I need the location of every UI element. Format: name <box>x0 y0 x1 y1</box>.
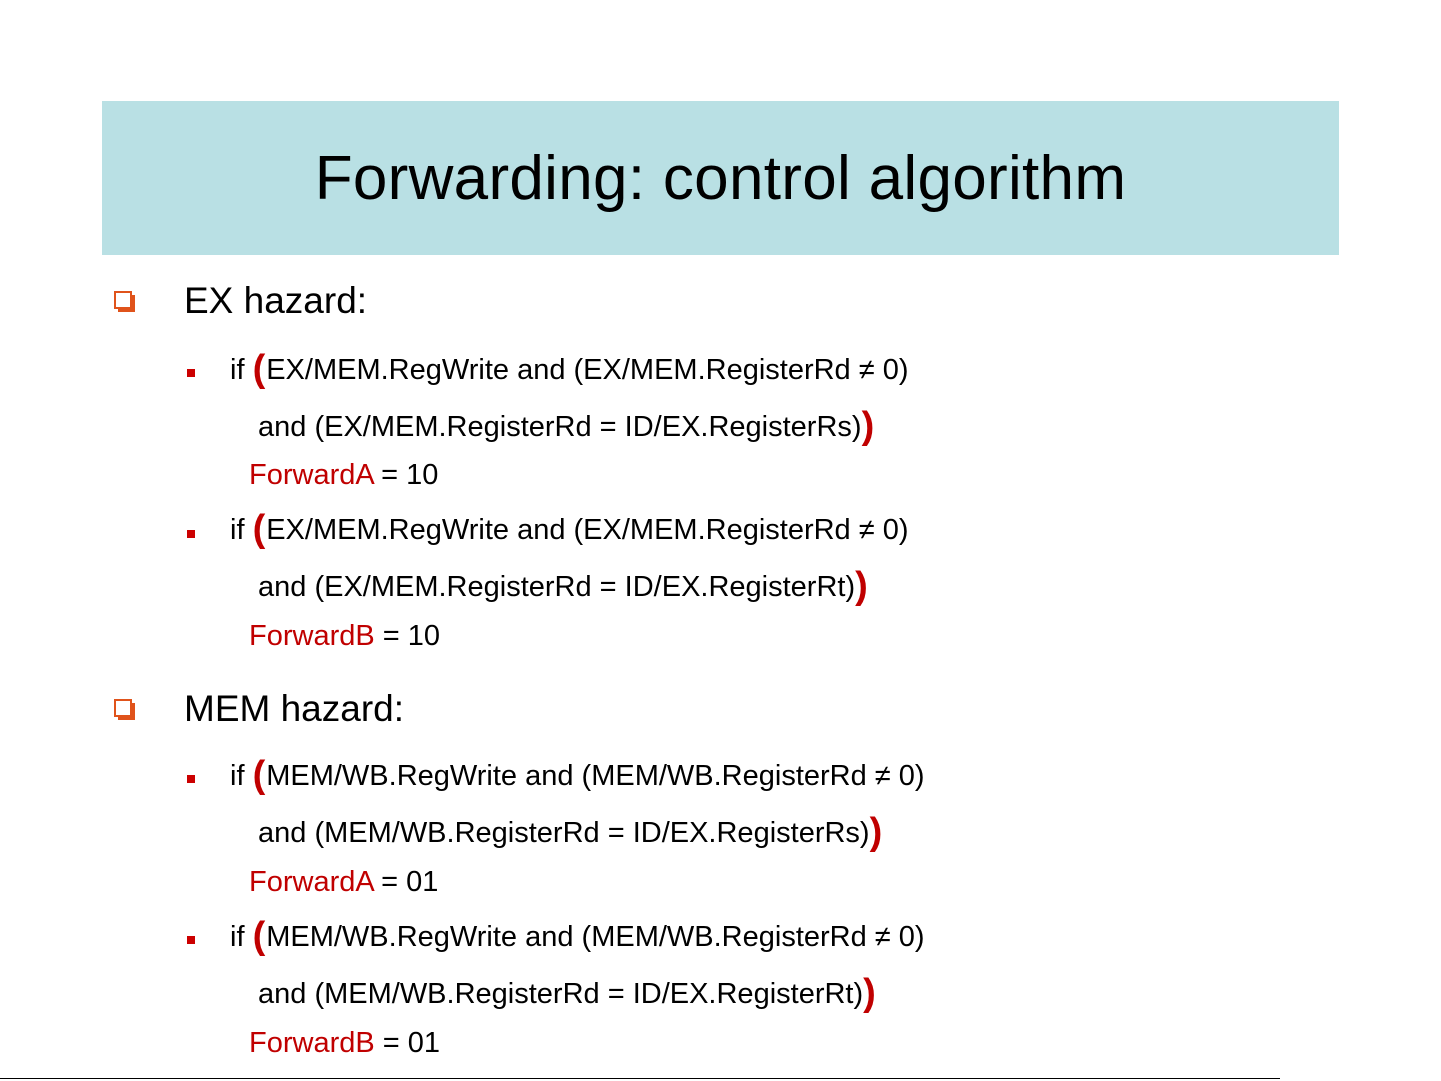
section-ex-hazard <box>114 279 367 323</box>
close-paren: ) <box>863 972 876 1014</box>
rule-condition-line-2 <box>258 974 876 1014</box>
section-label: EX hazard: <box>184 280 368 321</box>
rule-condition-line-2 <box>258 813 882 853</box>
square-bullet-icon <box>187 369 195 377</box>
rule-condition-line <box>230 917 925 957</box>
rule-assignment <box>249 862 438 902</box>
rule-condition-line <box>230 350 909 390</box>
checkbox-bullet-icon <box>114 699 135 720</box>
square-bullet-icon <box>187 530 195 538</box>
if-keyword: if <box>230 514 245 546</box>
condition-1: EX/MEM.RegWrite and (EX/MEM.RegisterRd ≠ 0) <box>266 514 909 546</box>
assign-value: = 10 <box>374 620 441 652</box>
condition-2: and (EX/MEM.RegisterRd = ID/EX.RegisterRt) <box>258 571 856 603</box>
open-paren: ( <box>252 754 266 796</box>
title-band <box>102 101 1339 255</box>
rule-condition-line <box>230 756 925 796</box>
condition-2: and (EX/MEM.RegisterRd = ID/EX.RegisterRs) <box>258 411 862 443</box>
condition-2: and (MEM/WB.RegisterRd = ID/EX.RegisterRt) <box>258 978 864 1010</box>
square-bullet-icon <box>187 936 195 944</box>
forward-signal: ForwardA <box>249 866 374 898</box>
assign-value: = 01 <box>373 866 439 898</box>
open-paren: ( <box>252 348 266 390</box>
forward-signal: ForwardA <box>249 459 374 491</box>
rule-condition-line <box>230 510 909 550</box>
open-paren: ( <box>252 508 266 550</box>
open-paren: ( <box>252 915 266 957</box>
condition-1: MEM/WB.RegWrite and (MEM/WB.RegisterRd ≠ 0) <box>266 921 925 953</box>
section-label: MEM hazard: <box>184 688 405 729</box>
checkbox-bullet-icon <box>114 291 135 312</box>
section-mem-hazard <box>114 687 404 731</box>
assign-value: = 10 <box>373 459 439 491</box>
rule-assignment <box>249 616 440 656</box>
rule-assignment <box>249 455 438 495</box>
if-keyword: if <box>230 921 245 953</box>
rule-condition-line-2 <box>258 567 868 607</box>
if-keyword: if <box>230 354 245 386</box>
condition-2: and (MEM/WB.RegisterRd = ID/EX.RegisterRs) <box>258 817 870 849</box>
square-bullet-icon <box>187 775 195 783</box>
slide-title: Forwarding: control algorithm <box>314 143 1127 213</box>
rule-assignment <box>249 1023 440 1063</box>
condition-1: EX/MEM.RegWrite and (EX/MEM.RegisterRd ≠ 0) <box>266 354 909 386</box>
bottom-divider <box>0 1078 1280 1079</box>
condition-1: MEM/WB.RegWrite and (MEM/WB.RegisterRd ≠ 0) <box>266 760 925 792</box>
close-paren: ) <box>855 565 868 607</box>
forward-signal: ForwardB <box>249 620 375 652</box>
close-paren: ) <box>869 811 883 853</box>
assign-value: = 01 <box>374 1027 441 1059</box>
close-paren: ) <box>861 405 875 447</box>
if-keyword: if <box>230 760 245 792</box>
forward-signal: ForwardB <box>249 1027 375 1059</box>
rule-condition-line-2 <box>258 407 874 447</box>
